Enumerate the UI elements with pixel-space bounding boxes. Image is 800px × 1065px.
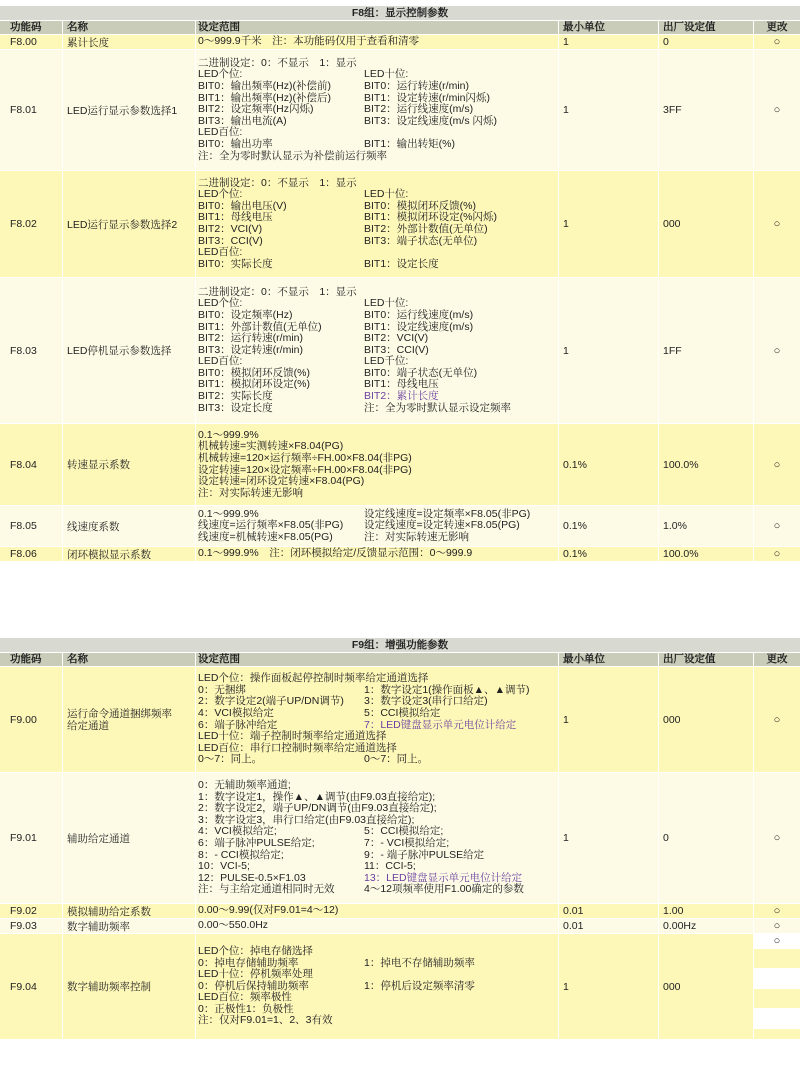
param-unit: 1 (559, 35, 659, 49)
param-unit: 0.01 (559, 919, 659, 933)
param-name: 数字辅助频率 (63, 919, 196, 933)
table-row (0, 546, 800, 561)
change-column (754, 934, 800, 1039)
param-code: F8.02 (0, 171, 63, 277)
param-unit: 1 (559, 278, 659, 423)
param-range: LED个位：操作面板起停控制时频率给定通道选择 0：无捆绑 1：数字设定1(操作面板▲、▲调节) 2：数字设定2(端子UP/DN调节) 3：数字设定3(串行口给定) 4：VCI模拟给定 5：CCI模拟给定 6：端子脉冲给定 7：LED键盘显示单元电位计给定 LED十位：端子控制时频率给定通道选择 LED百位：串行口控制时频率给定通道选择 0～7：同上。 0～7：同上。 (196, 667, 559, 772)
change-circle-icon: ○ (773, 548, 781, 560)
param-range: 二进制设定：0：不显示 1：显示 LED个位: LED十位: BIT0：设定频率(Hz) BIT0：运行线速度(m/s) BIT1：外部计数值(无单位) BIT1：设定线速度(m/s) BIT2：运行转速(r/min) BIT2：VCI(V) BIT3：设定转速(r/min) BIT3：CCI(V) LED百位: LED千位: BIT0：模拟闭环反馈(%) BIT0：端子状态(无单位) BIT1：模拟闭环设定(%) BIT1：母线电压 BIT2：实际长度 BIT2：累计长度 BIT3：设定长度 注：全为零时默认显示设定频率 (196, 278, 559, 423)
param-default: 0.00Hz (659, 919, 754, 933)
col-change: 更改 (766, 653, 788, 665)
change-box (754, 949, 800, 969)
param-code: F8.05 (0, 506, 63, 546)
table-row (0, 34, 800, 49)
param-unit: 1 (559, 773, 659, 903)
f9-group-title: F9组：增强功能参数 (0, 638, 800, 653)
change-circle-icon: ○ (773, 344, 781, 357)
f8-table (0, 6, 800, 561)
param-default: 100.0% (659, 547, 754, 561)
table-row (0, 918, 800, 933)
param-range: 0.1～999.9% 设定线速度=设定频率×F8.05(非PG) 线速度=运行频率×F8.05(非PG) 设定线速度=设定转速×F8.05(PG) 线速度=机械转速×F8.05(PG) 注：对实际转速无影响 (196, 506, 559, 546)
param-unit: 0.1% (559, 424, 659, 505)
param-code: F8.00 (0, 35, 63, 49)
param-unit: 1 (559, 50, 659, 170)
table-row (0, 170, 800, 277)
table-row (0, 903, 800, 918)
col-range: 设定范围 (196, 653, 559, 666)
param-range: 0.1～999.9% 注：闭环模拟给定/反馈显示范围：0～999.9 (196, 547, 559, 561)
param-code: F9.04 (0, 934, 63, 1039)
col-default: 出厂设定值 (659, 653, 754, 666)
table-row (0, 666, 800, 772)
col-unit: 最小单位 (559, 653, 659, 666)
param-name: 运行命令通道捆绑频率 给定通道 (63, 667, 196, 772)
param-range: 二进制设定：0：不显示 1：显示 LED个位: LED十位: BIT0：输出频率(Hz)(补偿前) BIT0：运行转速(r/min) BIT1：输出频率(Hz)(补偿后) BIT1：设定转速(r/min闪烁) BIT2：设定频率(Hz闪烁) BIT2：运行线速度(m/s) BIT3：输出电流(A) BIT3：设定线速度(m/s 闪烁) LED百位: BIT0：输出功率 BIT1：输出转矩(%) 注：全为零时默认显示为补偿前运行频率 (196, 50, 559, 170)
param-name: 线速度系数 (63, 506, 196, 546)
table-row (0, 49, 800, 170)
param-range: 0：无辅助频率通道; 1：数字设定1，操作▲、▲调节(由F9.03直接给定); 2：数字设定2，端子UP/DN调节(由F9.03直接给定); 3：数字设定3，串行口给定(由F9.03直接给定); 4：VCI模拟给定; 5：CCI模拟给定; 6：端子脉冲PULSE给定; 7：- VCI模拟给定; 8：- CCI模拟给定; 9：- 端子脉冲PULSE给定 10：VCI-5; 11：CCI-5; 12：PULSE-0.5×F1.03 13：LED键盘显示单元电位计给定 注：与主给定通道相同时无效 4～12项频率使用F1.00确定的参数 (196, 773, 559, 903)
table-row (0, 277, 800, 423)
param-code: F8.06 (0, 547, 63, 561)
param-default: 1.00 (659, 904, 754, 918)
param-name: LED运行显示参数选择2 (63, 171, 196, 277)
param-unit: 1 (559, 171, 659, 277)
table-row (0, 772, 800, 903)
param-code: F8.01 (0, 50, 63, 170)
param-range: 0.00～550.0Hz (196, 919, 559, 933)
change-circle-icon: ○ (773, 905, 781, 917)
table-row (0, 933, 800, 1039)
param-unit: 0.1% (559, 547, 659, 561)
col-default: 出厂设定值 (659, 21, 754, 34)
param-default: 1.0% (659, 506, 754, 546)
param-default: 000 (659, 934, 754, 1039)
change-circle-icon: ○ (773, 218, 781, 230)
param-range: LED个位：掉电存储选择 0：掉电存储辅助频率 1：掉电不存储辅助频率 LED十位：停机频率处理 0：停机后保持辅助频率 1：停机后设定频率清零 LED百位：频率极性 0：正极性1：负极性 注：仅对F9.01=1、2、3有效 (196, 934, 559, 1039)
param-code: F9.03 (0, 919, 63, 933)
table-row (0, 423, 800, 505)
param-name: 闭环模拟显示系数 (63, 547, 196, 561)
param-default: 1FF (659, 278, 754, 423)
change-box (754, 989, 800, 1009)
param-default: 0 (659, 35, 754, 49)
change-circle-icon: ○ (773, 520, 781, 532)
col-change: 更改 (766, 21, 788, 33)
col-range: 设定范围 (196, 21, 559, 34)
param-name: 累计长度 (63, 35, 196, 49)
param-code: F8.04 (0, 424, 63, 505)
param-unit: 0.01 (559, 904, 659, 918)
param-range: 二进制设定：0：不显示 1：显示 LED个位: LED十位: BIT0：输出电压(V) BIT0：模拟闭环反馈(%) BIT1：母线电压 BIT1：模拟闭环设定(%闪烁) BIT2：VCI(V) BIT2：外部计数值(无单位) BIT3：CCI(V) BIT3：端子状态(无单位) LED百位: BIT0：实际长度 BIT1：设定长度 (196, 171, 559, 277)
param-name: 转速显示系数 (63, 424, 196, 505)
col-name: 名称 (63, 21, 196, 34)
change-circle-icon: ○ (773, 920, 781, 932)
change-circle-icon: ○ (773, 36, 781, 48)
param-name: LED停机显示参数选择 (63, 278, 196, 423)
param-range: 0.00～9.99(仅对F9.01=4～12) (196, 904, 559, 918)
table-row (0, 505, 800, 546)
change-circle-icon: ○ (773, 104, 781, 116)
change-circle-icon: ○ (773, 832, 781, 844)
param-code: F9.00 (0, 667, 63, 772)
param-unit: 0.1% (559, 506, 659, 546)
col-code: 功能码 (0, 21, 63, 34)
param-code: F8.03 (0, 278, 63, 423)
param-default: 100.0% (659, 424, 754, 505)
param-default: 3FF (659, 50, 754, 170)
f9-column-header (0, 653, 800, 666)
col-unit: 最小单位 (559, 21, 659, 34)
change-circle-icon: ○ (773, 458, 781, 471)
param-default: 0 (659, 773, 754, 903)
change-circle-icon: ○ (754, 934, 800, 949)
f8-column-header (0, 21, 800, 34)
param-name: 模拟辅助给定系数 (63, 904, 196, 918)
param-name: 辅助给定通道 (63, 773, 196, 903)
col-name: 名称 (63, 653, 196, 666)
f8-group-title: F8组：显示控制参数 (0, 6, 800, 21)
param-range: 0～999.9千米 注：本功能码仅用于查看和清零 (196, 35, 559, 49)
change-box (754, 969, 800, 989)
param-unit: 1 (559, 667, 659, 772)
param-code: F9.02 (0, 904, 63, 918)
param-unit: 1 (559, 934, 659, 1039)
param-code: F9.01 (0, 773, 63, 903)
f9-table (0, 638, 800, 1039)
col-code: 功能码 (0, 653, 63, 666)
param-default: 000 (659, 667, 754, 772)
change-circle-icon: ○ (773, 713, 781, 726)
change-box (754, 1009, 800, 1029)
param-name: LED运行显示参数选择1 (63, 50, 196, 170)
param-name: 数字辅助频率控制 (63, 934, 196, 1039)
param-range: 0.1～999.9% 机械转速=实测转速×F8.04(PG) 机械转速=120×运行频率÷FH.00×F8.04(非PG) 设定转速=120×设定频率÷FH.00×F8.04(非PG) 设定转速=闭环设定转速×F8.04(PG) 注：对实际转速无影响 (196, 424, 559, 505)
param-default: 000 (659, 171, 754, 277)
